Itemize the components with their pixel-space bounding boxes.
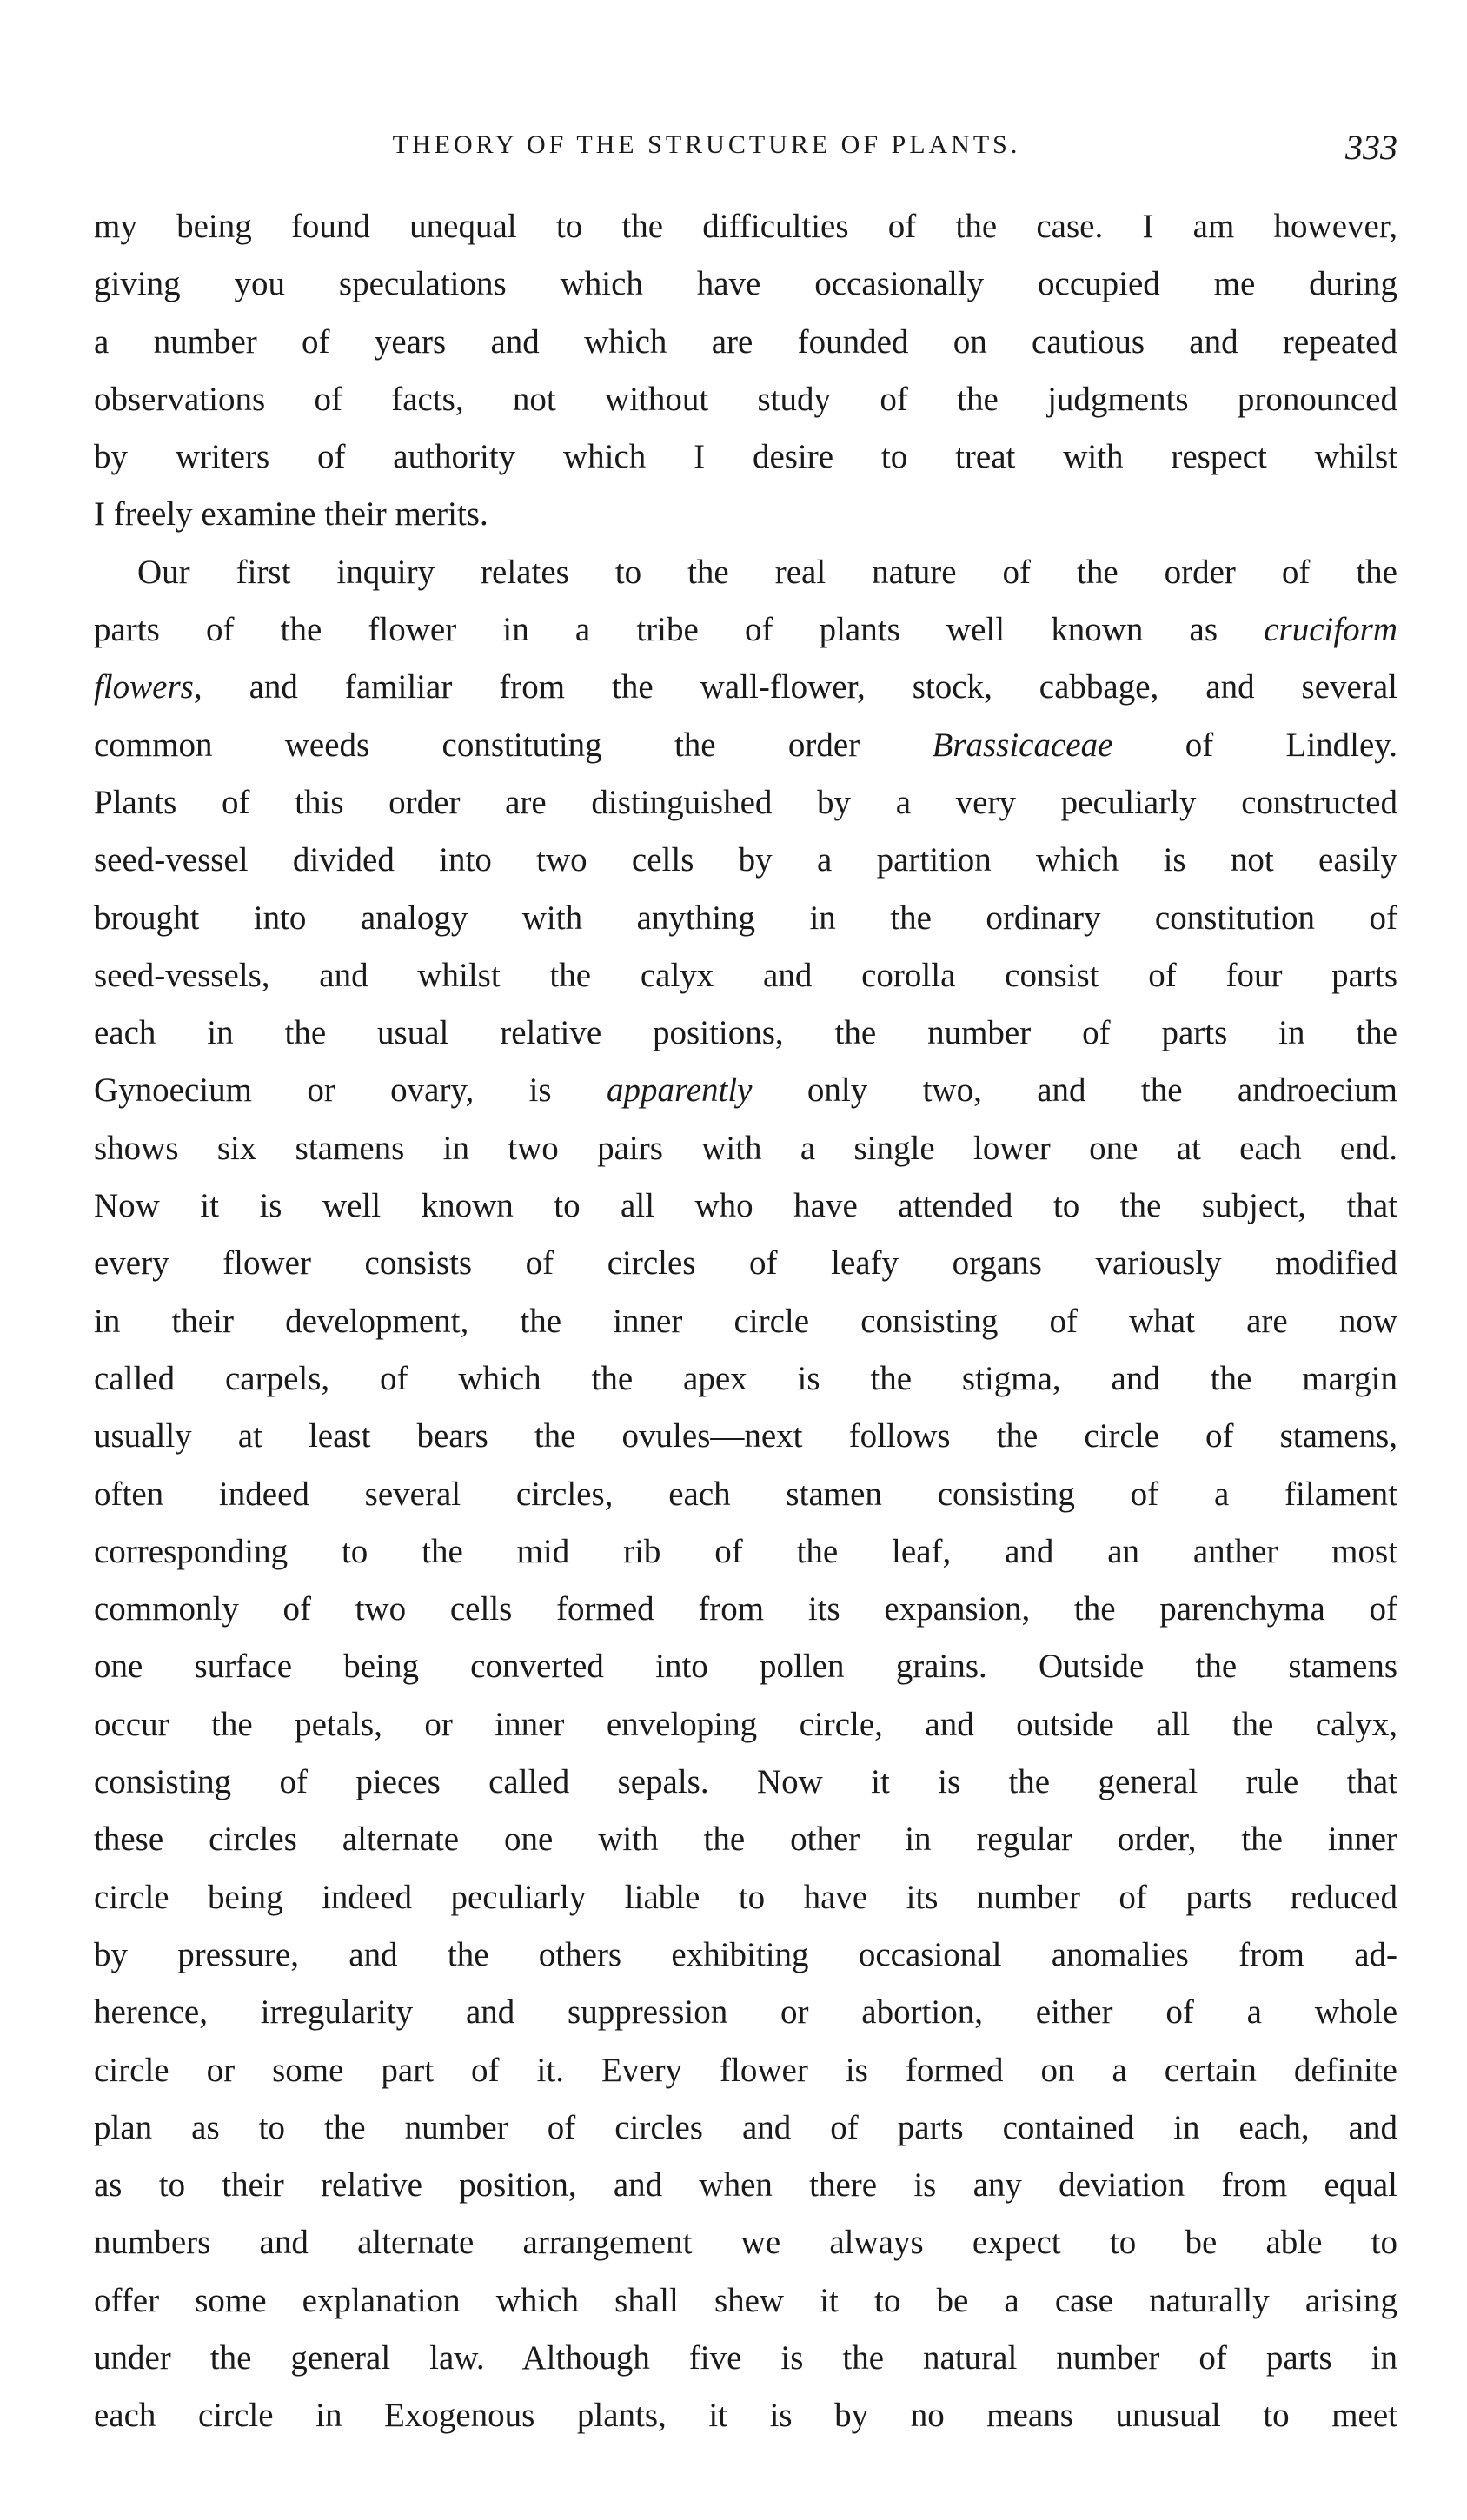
text-segment: Gynoecium or ovary, is xyxy=(94,1071,552,1110)
page-number: 333 xyxy=(1345,128,1397,167)
text-line: one surface being converted into pollen grains. Outside the stamens xyxy=(94,1648,1397,1686)
text-line: shows six stamens in two pairs with a single lower one at each end. xyxy=(94,1129,1397,1167)
text-line xyxy=(94,601,1397,659)
text-line: these circles alternate one with the other in regular order, the inner xyxy=(94,1820,1397,1859)
text-line: herence, irregularity and suppression or abortion, either of a whole xyxy=(94,1993,1397,2032)
text-line: under the general law. Although five is the natural number of parts in xyxy=(94,2338,1397,2377)
text-line: Now it is well known to all who have attended to the subject, that xyxy=(94,1187,1397,1225)
text-line: every flower consists of circles of leafy organs variously modified xyxy=(94,1244,1397,1283)
text-line: called carpels, of which the apex is the stigma, and the margin xyxy=(94,1359,1397,1397)
text-segment: of Lindley. xyxy=(1185,726,1398,764)
text-line: commonly of two cells formed from its expansion, the parenchyma of xyxy=(94,1590,1397,1628)
text-line: each in the usual relative positions, the number of parts in the xyxy=(94,1014,1397,1052)
text-line: occur the petals, or inner enveloping circle, and outside all the calyx, xyxy=(94,1705,1397,1743)
text-segment: only two, and the androecium xyxy=(807,1071,1397,1110)
italic-term-flowers: flowers xyxy=(94,668,194,706)
text-segment: , and familiar from the wall-flower, stock, cabbage, and several xyxy=(193,668,1397,706)
text-segment: common weeds constituting the order xyxy=(94,726,860,764)
text-line: a number of years and which are founded on cautious and repeated xyxy=(94,322,1397,361)
body-text xyxy=(94,198,1397,2445)
text-segment: parts of the flower in a tribe of plants well known as xyxy=(94,611,1218,649)
text-line: numbers and alternate arrangement we always expect to be able to xyxy=(94,2224,1397,2262)
text-line: brought into analogy with anything in the ordinary constitution of xyxy=(94,899,1397,937)
text-line: observations of facts, not without study of the judgments pronounced xyxy=(94,380,1397,418)
text-line: by pressure, and the others exhibiting occasional anomalies from ad- xyxy=(94,1935,1397,1973)
text-line: seed-vessels, and whilst the calyx and corolla consist of four parts xyxy=(94,956,1397,994)
text-line: as to their relative position, and when there is any deviation from equal xyxy=(94,2166,1397,2205)
text-line: offer some explanation which shall shew it to be a case naturally arising xyxy=(94,2281,1397,2319)
paragraph-1 xyxy=(94,198,1397,544)
text-line xyxy=(94,1062,1397,1119)
text-line: Our first inquiry relates to the real nature of the order of the xyxy=(137,553,1397,591)
text-line xyxy=(94,659,1397,716)
text-line: corresponding to the mid rib of the leaf, and an anther most xyxy=(94,1532,1397,1570)
running-title: THEORY OF THE STRUCTURE OF PLANTS. xyxy=(392,130,1021,159)
text-line: seed-vessel divided into two cells by a partition which is not easily xyxy=(94,841,1397,879)
text-line: Plants of this order are distinguished by a very peculiarly constructed xyxy=(94,783,1397,821)
text-line: in their development, the inner circle consisting of what are now xyxy=(94,1302,1397,1340)
text-line: consisting of pieces called sepals. Now it is the general rule that xyxy=(94,1763,1397,1801)
paragraph-2 xyxy=(94,544,1397,2445)
running-head xyxy=(94,130,1397,182)
text-line: often indeed several circles, each stamen consisting of a filament xyxy=(94,1475,1397,1513)
text-line: circle or some part of it. Every flower is formed on a certain definite xyxy=(94,2051,1397,2089)
italic-term-apparently: apparently xyxy=(606,1071,753,1110)
text-line: my being found unequal to the difficulties of the case. I am however, xyxy=(94,208,1397,245)
text-line: each circle in Exogenous plants, it is by no means unusual to meet xyxy=(94,2397,1397,2435)
text-line: by writers of authority which I desire to treat with respect whilst xyxy=(94,438,1397,476)
book-page xyxy=(94,130,1397,2445)
italic-term-brassicaceae: Brassicaceae xyxy=(932,726,1113,764)
text-line: giving you speculations which have occasionally occupied me during xyxy=(94,265,1397,303)
text-line: circle being indeed peculiarly liable to have its number of parts reduced xyxy=(94,1878,1397,1916)
text-line: plan as to the number of circles and of parts contained in each, and xyxy=(94,2108,1397,2146)
italic-term-cruciform: cruciform xyxy=(1264,611,1398,649)
text-line xyxy=(94,717,1397,774)
text-line: usually at least bears the ovules—next follows the circle of stamens, xyxy=(94,1417,1397,1456)
text-line: I freely examine their merits. xyxy=(94,495,488,534)
